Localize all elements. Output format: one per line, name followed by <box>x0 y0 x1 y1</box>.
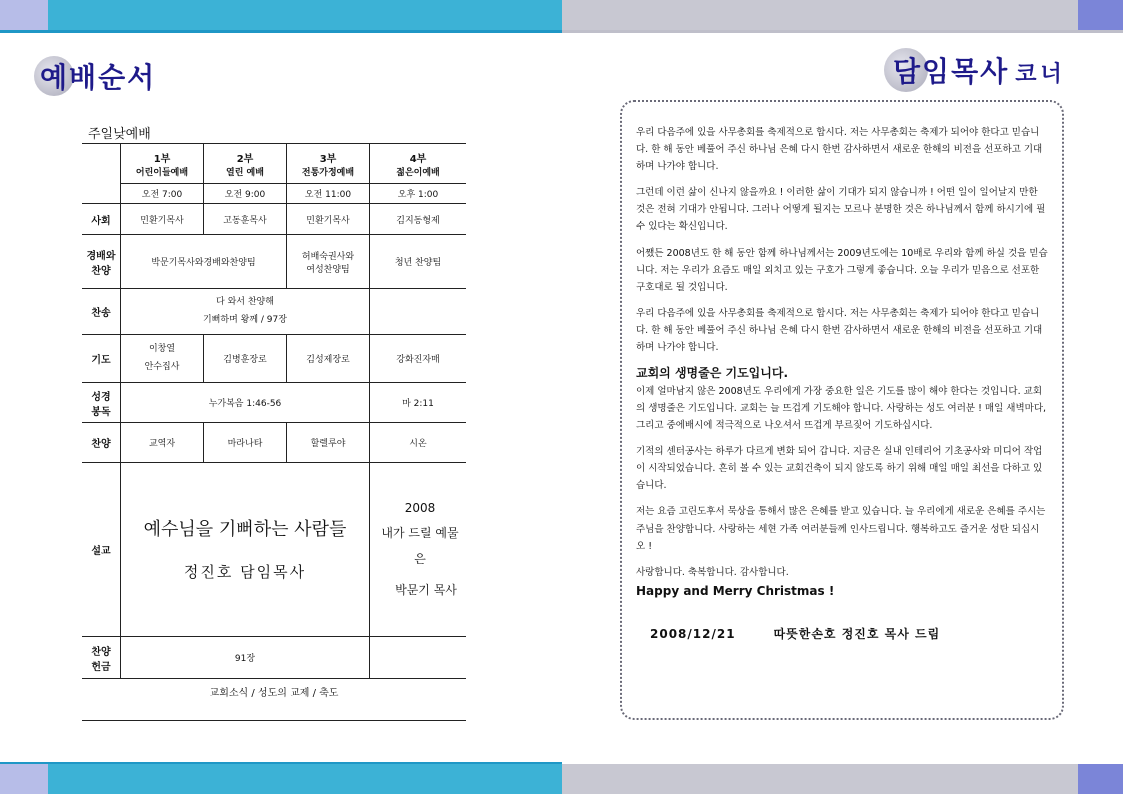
row-label-choir: 찬양 <box>82 423 121 463</box>
offering-1-3: 91장 <box>121 637 370 679</box>
sermon-title: 예수님을 기뻐하는 사람들 <box>143 518 347 540</box>
service-1-time: 오전 7:00 <box>121 184 204 204</box>
worship-order-heading: 예배순서 <box>40 61 157 94</box>
choir-1: 교역자 <box>121 423 204 463</box>
letter-paragraph-7: 저는 요즘 고린도후서 묵상을 통해서 많은 은혜를 받고 있습니다. 늘 우리에게 새로운 은혜를 주시는 주님을 찬양합니다. 사랑하는 세현 가족 여러분들께 인사드립니다. 행복하고도 즐거운 성탄 되십시오 ! <box>636 506 1046 552</box>
worship-order-table <box>82 143 466 679</box>
pastor-corner-heading <box>893 50 1066 90</box>
pastor-corner-suffix: 코너 <box>1015 61 1066 87</box>
corner-cell <box>82 144 121 204</box>
sermon-side-preacher: 박문기 목사 <box>395 582 457 597</box>
letter-paragraph-8: 사랑합니다. 축복합니다. 감사합니다. <box>636 566 789 578</box>
service-title: 주일낮예배 <box>88 127 151 142</box>
sermon-side-year: 2008 <box>404 501 436 516</box>
top-rule <box>0 30 562 33</box>
service-4-header: 4부 젊은이예배 <box>370 144 467 184</box>
scripture-4: 마 2:11 <box>370 383 467 423</box>
offering-4 <box>370 637 467 679</box>
service-2-header: 2부 열린 예배 <box>204 144 287 184</box>
bottom-rule <box>0 762 562 764</box>
presider-2: 고동훈목사 <box>204 204 287 235</box>
praise-1-2: 박문기목사와경배와찬양팀 <box>121 235 287 289</box>
signature-date: 2008/12/21 <box>650 627 736 642</box>
row-label-presider: 사회 <box>82 204 121 235</box>
letter-subheading: 교회의 생명줄은 기도입니다. <box>636 366 789 381</box>
hymn-4 <box>370 289 467 335</box>
letter-paragraph-3: 어쨌든 2008년도 한 해 동안 함께 하나님께서는 2009년도에는 10배로 우리와 함께 하실 것을 믿습니다. 저는 우리가 요즘도 매일 외치고 있는 구호가 그렇게 좋습니다. 오늘 우리가 믿음으로 선포한 구호대로 될 것입니다. <box>636 247 1048 293</box>
service-2-time: 오전 9:00 <box>204 184 287 204</box>
bottom-band <box>0 764 1123 794</box>
prayer-3: 김성제장로 <box>287 335 370 383</box>
presider-1: 민환기목사 <box>121 204 204 235</box>
signature-name: 따뜻한손호 정진호 목사 드림 <box>773 627 941 642</box>
benediction-line: 교회소식 / 성도의 교제 / 축도 <box>209 688 339 699</box>
choir-2: 마라나타 <box>204 423 287 463</box>
footer-rule <box>82 720 466 721</box>
row-label-sermon: 설교 <box>82 463 121 637</box>
prayer-1: 이창열 안수집사 <box>121 335 204 383</box>
letter-paragraph-6: 기적의 센터공사는 하루가 다르게 변화 되어 갑니다. 지금은 실내 인테리어 기초공사와 미디어 작업이 시작되었습니다. 흔히 볼 수 있는 교회건축이 되지 않도록 하기 위해 매일 매일 최선을 다하고 있습니다. <box>636 446 1043 492</box>
presider-3: 민환기목사 <box>287 204 370 235</box>
presider-4: 김지동형제 <box>370 204 467 235</box>
sermon-main <box>121 463 370 637</box>
service-3-header: 3부 전통가정예배 <box>287 144 370 184</box>
row-label-prayer: 기도 <box>82 335 121 383</box>
service-1-header: 1부 어린이들예배 <box>121 144 204 184</box>
letter-paragraph-5: 이제 얼마남지 않은 2008년도 우리에게 가장 중요한 일은 기도를 많이 해야 한다는 것입니다. 교회의 생명줄은 기도입니다. 교회는 늘 뜨겁게 기도해야 합니다. 사랑하는 성도 여러분 ! 매일 새벽마다, 그리고 중에배시에 적극적으로 나오셔서 뜨겁게 부르짖어 기도하십시다. <box>636 385 1047 432</box>
pastor-corner-title: 담임목사 <box>893 55 1010 88</box>
row-label-scripture: 성경 봉독 <box>82 383 121 423</box>
sermon-side-title: 내가 드릴 예물은 <box>381 526 459 566</box>
pastor-letter <box>620 100 1064 720</box>
letter-paragraph-4: 우리 다음주에 있을 사무총회를 축제적으로 합시다. 저는 사무총회는 축제가 되어야 한다고 믿습니다. 한 해 동안 베풀어 주신 하나님 은혜 다시 한번 감사하면서 새로운 한해의 비전을 선포하고 기대하며 나가야 합니다. <box>636 307 1043 354</box>
row-label-offering: 찬양 헌금 <box>82 637 121 679</box>
top-band <box>0 0 1123 30</box>
christmas-greeting: Happy and Merry Christmas ! <box>636 583 835 598</box>
choir-4: 시온 <box>370 423 467 463</box>
top-rule-right <box>562 30 1123 33</box>
prayer-4: 강화진자매 <box>370 335 467 383</box>
praise-4: 청년 찬양팀 <box>370 235 467 289</box>
choir-3: 할렐루야 <box>287 423 370 463</box>
row-label-praise: 경배와 찬양 <box>82 235 121 289</box>
letter-paragraph-2: 그런데 이런 삶이 신나지 않을까요 ! 이러한 삶이 기대가 되지 않습니까 ! 어떤 일이 일어날지 만한 것은 전혀 기대가 안됩니다. 그러나 어떻게 될지는 모르나 분명한 것은 하나님께서 함께 하시기에 필수 있다는 확신입니다. <box>636 187 1046 233</box>
sermon-side <box>370 463 467 637</box>
praise-3: 허배숙권사와 여성찬양팀 <box>287 235 370 289</box>
service-3-time: 오전 11:00 <box>287 184 370 204</box>
service-4-time: 오후 1:00 <box>370 184 467 204</box>
letter-paragraph-1: 우리 다음주에 있을 사무총회를 축제적으로 합시다. 저는 사무총회는 축제가 되어야 한다고 믿습니다. 한 해 동안 베풀어 주신 하나님 은혜 다시 한번 감사하면서 새로운 한해의 비전을 선포하고 기대하며 나가야 합니다. <box>636 127 1043 173</box>
hymn-1-3: 다 와서 찬양해 기뻐하며 왕께 / 97장 <box>121 289 370 335</box>
signature-line <box>636 624 1048 646</box>
scripture-1-3: 누가복음 1:46-56 <box>121 383 370 423</box>
prayer-2: 김병훈장로 <box>204 335 287 383</box>
sermon-preacher: 정진호 담임목사 <box>183 563 307 582</box>
row-label-hymn: 찬송 <box>82 289 121 335</box>
